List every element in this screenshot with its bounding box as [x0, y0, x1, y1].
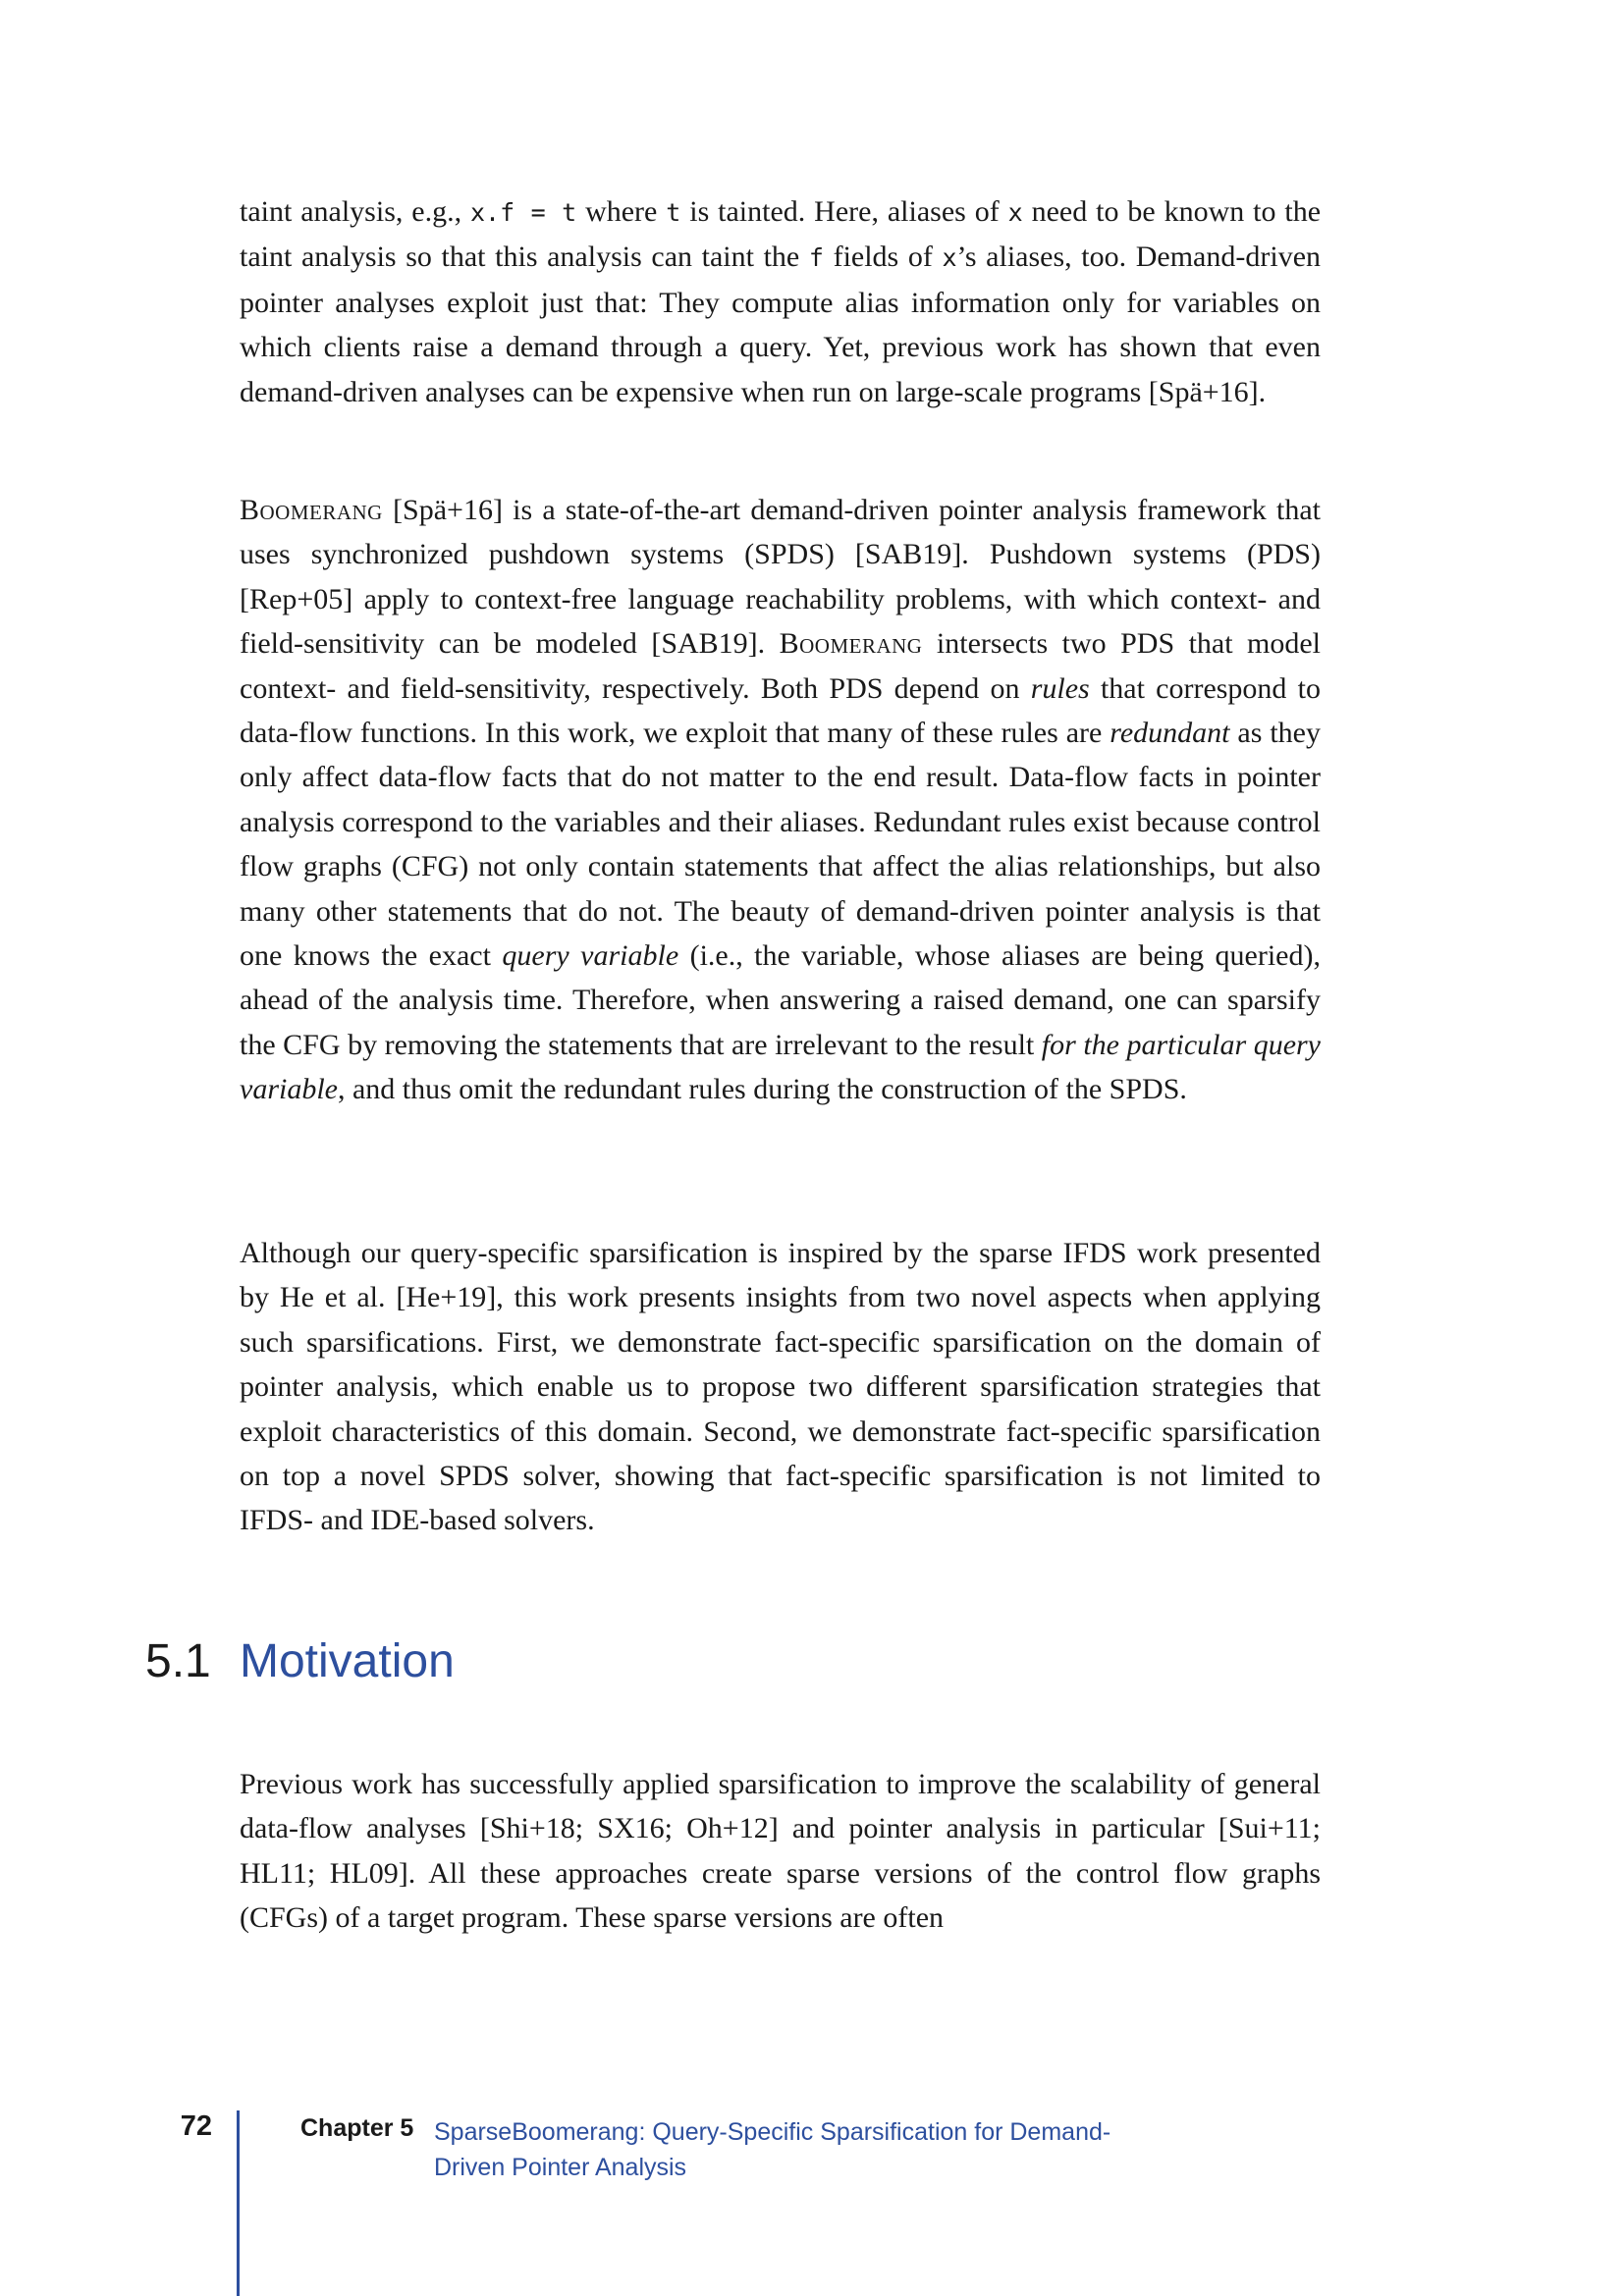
text-span: fields of: [823, 240, 943, 274]
paragraph-boomerang: [240, 488, 1321, 1112]
text-span: is tainted. Here, aliases of: [680, 195, 1008, 228]
paragraph-text: [240, 189, 1321, 414]
footer-chapter-label: Chapter 5: [300, 2114, 414, 2142]
text-span: where: [576, 195, 667, 228]
paragraph-previous-work: [240, 1762, 1321, 1941]
paragraph-text: Although our query-specific sparsification is inspired by the sparse IFDS work presented by He et al. [He+19], this work presents insights from two novel aspects when applying such sparsifications. First, we demonstrate fact-specific sparsification on the domain of pointer analysis, which enable us to propose two different sparsification strategies that exploit characteristics of this domain. Second, we demonstrate fact-specific sparsification on top a novel SPDS solver, showing that fact-specific sparsification is not limited to IFDS- and IDE-based solvers.: [240, 1237, 1321, 1537]
paragraph-text: [240, 488, 1321, 1112]
small-caps-name: Boomerang: [240, 494, 383, 526]
footer-chapter-title: SparseBoomerang: Query-Specific Sparsification for Demand-Driven Pointer Analysis: [434, 2118, 1111, 2181]
section-number: 5.1: [145, 1635, 211, 1687]
section-heading: [145, 1634, 455, 1689]
paragraph-text: Previous work has successfully applied sparsification to improve the scalability of general data-flow analyses [Shi+18; SX16; Oh+12] and pointer analysis in particular [Sui+11; HL11; HL09]. All these approaches create sparse versions of the control flow graphs (CFGs) of a target program. These sparse versions are often: [240, 1768, 1321, 1935]
text-span: intersects two PDS that model context- and field-sensitivity, respectively. Both PDS depend on: [240, 627, 1321, 705]
inline-code: x: [1007, 198, 1023, 227]
emphasis: query variable: [502, 939, 679, 973]
paragraph-taint-analysis: [240, 189, 1321, 414]
text-span: as they only affect data-flow facts that do not matter to the end result. Data-flow facts in pointer analysis correspond to the variables and their aliases. Redundant rules exist because control flow graphs (CFG) not only contain statements that affect the alias relationships, but also many other statements that do not. The beauty of demand-driven pointer analysis is that one knows the exact: [240, 717, 1321, 973]
text-span: (i.e., the variable, whose aliases are being queried), ahead of the analysis time. Therefore, when answering a raised demand, one can sparsify the CFG by removing the statements that are irrelevant to the result: [240, 939, 1321, 1061]
text-span: need to be known to the taint analysis so that this analysis can taint the: [240, 195, 1322, 274]
inline-code: x.f = t: [470, 198, 577, 227]
emphasis: rules: [1030, 671, 1090, 705]
paragraph-novel-aspects: [240, 1231, 1321, 1543]
inline-code: f: [808, 243, 824, 273]
text-span: that correspond to data-flow functions. In this work, we exploit that many of these rules are: [240, 671, 1321, 750]
text-span: , and thus omit the redundant rules during the construction of the SPDS.: [337, 1073, 1187, 1106]
text-span: taint analysis, e.g.,: [240, 195, 470, 228]
inline-code: x: [942, 243, 957, 273]
section-title: Motivation: [240, 1635, 455, 1687]
inline-code: t: [666, 198, 681, 227]
text-span: [Spä+16] is a state-of-the-art demand-driven pointer analysis framework that uses synchronized pushdown systems (SPDS) [SAB19]. Pushdown systems (PDS) [Rep+05] apply to context-free language reachability problems, with which context- and field-sensitivity can be modeled [SAB19].: [240, 494, 1321, 661]
emphasis: for the particular query variable: [240, 1028, 1321, 1106]
text-span: ’s aliases, too. Demand-driven pointer analyses exploit just that: They compute alias information only for variables on which clients raise a demand through a query. Yet, previous work has shown that even demand-driven analyses can be expensive when run on large-scale programs [Spä+16].: [240, 240, 1322, 408]
footer-divider: [237, 2110, 240, 2296]
page-number: 72: [180, 2110, 212, 2142]
emphasis: redundant: [1110, 717, 1230, 750]
small-caps-name: Boomerang: [779, 627, 923, 661]
